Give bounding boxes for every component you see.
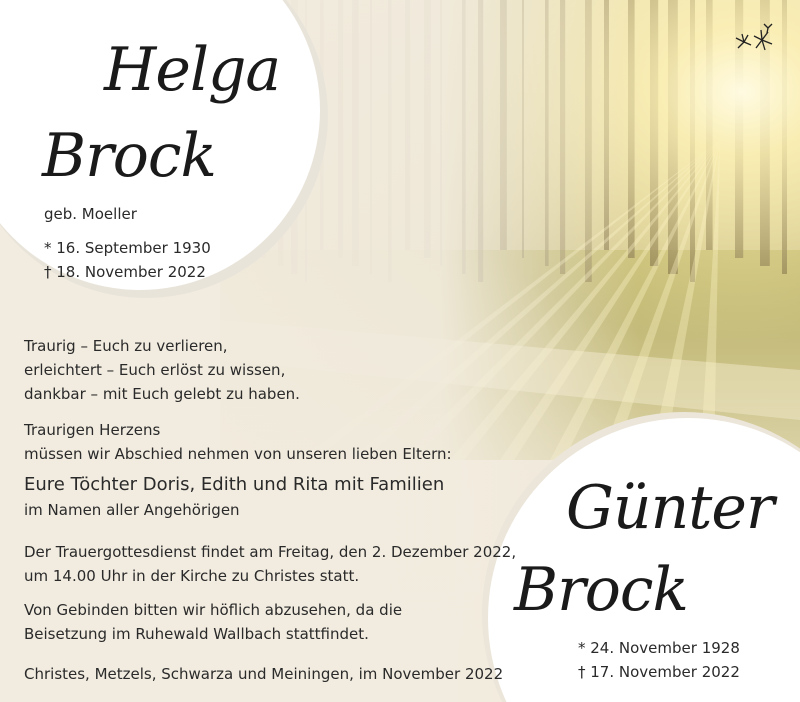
helga-birth-name: geb. Moeller <box>44 205 137 223</box>
guenter-died: † 17. November 2022 <box>578 663 740 681</box>
family-signature <box>24 472 444 522</box>
closing-line: Christes, Metzels, Schwarza und Meiningen, im November 2022 <box>24 665 504 683</box>
farewell-line: Traurigen Herzens <box>24 421 161 439</box>
farewell-text <box>24 418 452 466</box>
wreaths-info <box>24 598 402 646</box>
poem-line: Traurig – Euch zu verlieren, <box>24 337 228 355</box>
helga-last-name: Brock <box>42 121 216 191</box>
service-line: um 14.00 Uhr in der Kirche zu Christes statt. <box>24 567 360 585</box>
guenter-born: * 24. November 1928 <box>578 639 740 657</box>
wreaths-line: Beisetzung im Ruhewald Wallbach stattfindet. <box>24 625 369 643</box>
helga-first-name: Helga <box>104 35 281 105</box>
family-line: Eure Töchter Doris, Edith und Rita mit Familien <box>24 474 445 495</box>
helga-died: † 18. November 2022 <box>44 263 206 281</box>
guenter-last-name: Brock <box>514 555 688 625</box>
poem-line: erleichtert – Euch erlöst zu wissen, <box>24 361 286 379</box>
poem <box>24 334 300 406</box>
helga-born: * 16. September 1930 <box>44 239 211 257</box>
guenter-first-name: Günter <box>566 473 774 543</box>
wreaths-line: Von Gebinden bitten wir höflich abzusehen, da die <box>24 601 403 619</box>
relatives-line: im Namen aller Angehörigen <box>24 501 240 519</box>
farewell-line: müssen wir Abschied nehmen von unseren lieben Eltern: <box>24 445 452 463</box>
service-line: Der Trauergottesdienst findet am Freitag, den 2. Dezember 2022, <box>24 543 517 561</box>
service-info <box>24 540 516 588</box>
poem-line: dankbar – mit Euch gelebt zu haben. <box>24 385 300 403</box>
dandelion-seed-icon <box>734 22 778 56</box>
